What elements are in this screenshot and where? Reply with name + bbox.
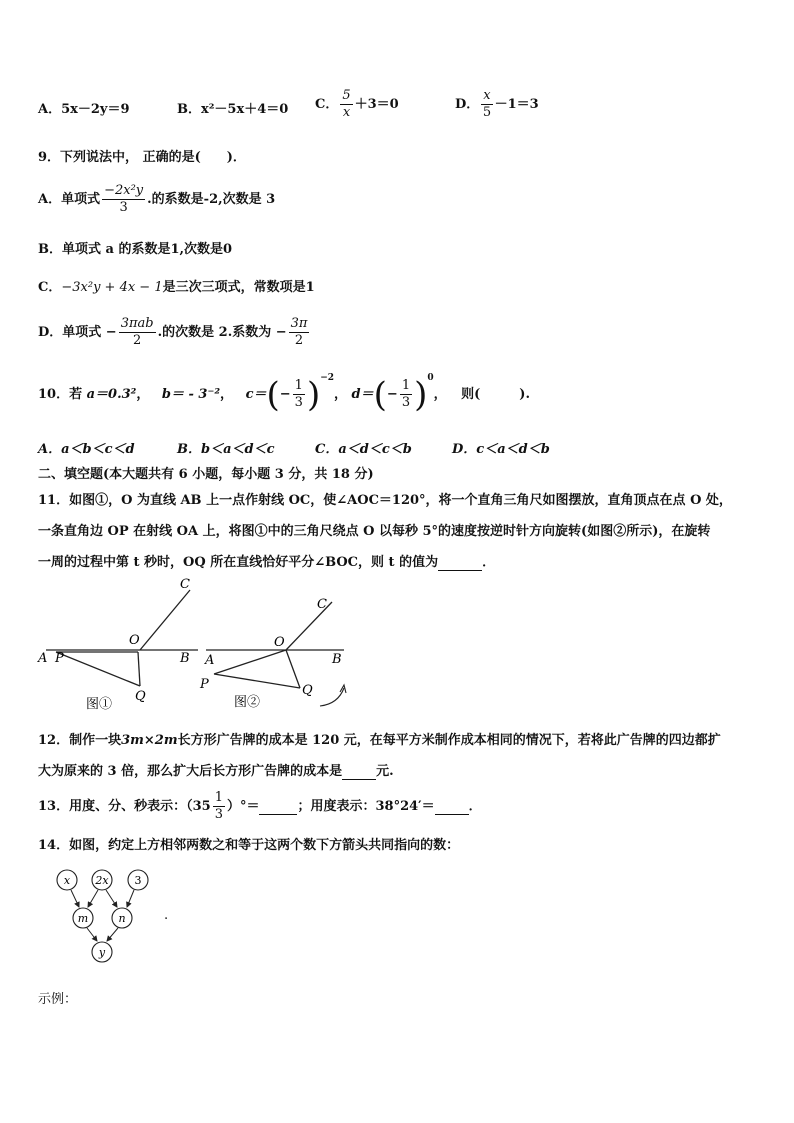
q10-d-exponent: 0 <box>427 373 434 383</box>
fig2-label-q: Q <box>302 683 313 698</box>
q11-line-3-end: ． <box>482 555 496 570</box>
q9-a-label: A．单项式 <box>38 192 101 207</box>
arrow-2x-m <box>88 890 98 907</box>
q10-c-paren-open: ( <box>266 374 280 415</box>
q13-answer-blank-1 <box>259 799 297 815</box>
q10-a: a＝0.3² <box>86 387 137 402</box>
q11-answer-blank <box>438 555 482 571</box>
q14-stem: 14．如图，约定上方相邻两数之和等于这两个数下方箭头共同指向的数： <box>38 838 460 853</box>
q8-d-tail: －1＝3 <box>494 97 539 112</box>
fig1-caption: 图① <box>86 697 113 712</box>
q10-c-fraction <box>293 378 305 411</box>
q9-c-label: C． <box>38 280 62 295</box>
q11-line-3-text: 一周的过程中第 t 秒时，OQ 所在直线恰好平分∠BOC，则 t 的值为 <box>38 555 439 570</box>
fig1-label-p: P <box>55 651 64 666</box>
q12-answer-blank <box>342 764 376 780</box>
q10-d-fraction <box>400 378 412 411</box>
q9-d-num: 3πab <box>120 316 154 331</box>
q9-a-fraction <box>102 183 145 216</box>
node-3-label: 3 <box>134 874 142 887</box>
fig1-label-q: Q <box>135 689 146 704</box>
q13-fraction <box>213 790 225 823</box>
q13-line <box>38 790 482 823</box>
q8-option-d <box>455 88 539 121</box>
fig2-label-c: C <box>317 597 327 612</box>
q9-option-b: B．单项式 a 的系数是1,次数是0 <box>38 242 233 257</box>
q12-line-2-text: 大为原来的 3 倍，那么扩大后长方形广告牌的成本是 <box>38 764 343 779</box>
arrow-m-y <box>87 928 97 941</box>
fig2-label-p: P <box>200 677 209 692</box>
fig2-edge-pq <box>214 674 300 688</box>
arrow-2x-n <box>106 890 117 907</box>
q10-c-den: 3 <box>294 395 303 410</box>
arrow-3-n <box>127 890 134 907</box>
q10-d-paren-close: ) <box>414 374 428 415</box>
q8-c-label: C． <box>315 97 339 112</box>
q9-c-expression: −3x²y + 4x − 1 <box>61 280 163 295</box>
fig1-label-o: O <box>129 633 140 648</box>
q9-d-mid: .的次数是 2.系数为 − <box>157 325 287 340</box>
q9-a-num: −2x²y <box>104 183 144 198</box>
q10-option-c: C．a＜d＜c＜b <box>315 442 412 457</box>
q9-d-den: 2 <box>133 333 142 348</box>
q8-c-tail: ＋3＝0 <box>354 97 399 112</box>
q13-den: 3 <box>214 807 223 822</box>
fig2-edge-oq <box>286 650 300 688</box>
figure-2 <box>199 597 346 710</box>
q8-c-num: 5 <box>342 88 351 103</box>
q12-line-2-end: 元. <box>376 764 394 779</box>
fig2-label-a: A <box>205 653 215 668</box>
q10-d: d＝ <box>351 387 374 402</box>
q10-d-num: 1 <box>401 378 411 393</box>
q9-option-d <box>38 316 311 349</box>
fig2-arrowhead <box>340 685 346 693</box>
q10-tail: 则( ). <box>461 387 530 402</box>
q11-figures <box>30 572 360 720</box>
q9-d-num2: 3π <box>290 316 308 331</box>
q12-dims: 3m×2m <box>121 733 178 748</box>
q10-option-a: A．a＜b＜c＜d <box>38 442 135 457</box>
q10-d-minus: − <box>386 387 398 402</box>
node-x-label: x <box>63 874 71 887</box>
section-2-heading: 二、填空题(本大题共有 6 小题，每小题 3 分，共 18 分) <box>38 467 374 482</box>
q8-option-a: A．5x－2y＝9 <box>38 102 130 117</box>
q8-d-label: D． <box>455 97 480 112</box>
q8-d-den: 5 <box>482 105 492 120</box>
fig1-label-c: C <box>180 577 190 592</box>
q9-d-fraction-2 <box>289 316 310 349</box>
q8-c-fraction <box>340 88 352 121</box>
q8-d-fraction <box>481 88 492 121</box>
q10-c: c＝ <box>245 387 267 402</box>
q9-a-den: 3 <box>119 200 128 215</box>
q12-line-1 <box>38 729 721 748</box>
q10-d-den: 3 <box>401 395 411 410</box>
q13-answer-blank-2 <box>435 799 469 815</box>
q10-prefix: 10．若 <box>38 387 83 402</box>
q9-stem: 9．下列说法中， 正确的是( )． <box>38 150 246 165</box>
q9-option-c <box>38 276 315 295</box>
fig2-caption: 图② <box>234 695 261 710</box>
q9-a-tail: .的系数是-2,次数是 3 <box>147 192 276 207</box>
q11-line-3 <box>38 551 495 571</box>
q10-c-exponent: −2 <box>320 373 335 383</box>
q9-d-label: D．单项式 − <box>38 325 117 340</box>
node-n-label: n <box>118 912 126 925</box>
arrow-n-y <box>107 928 118 941</box>
q12-line-1-post: 长方形广告牌的成本是 120 元，在每平方米制作成本相同的情况下，若将此广告牌的四边都扩 <box>177 733 721 748</box>
q14-trailing-dot: . <box>164 908 169 923</box>
q8-option-c <box>315 88 399 121</box>
q10-c-minus: − <box>279 387 291 402</box>
q12-line-2 <box>38 760 394 780</box>
q10-b: b＝ - 3⁻² <box>161 387 221 402</box>
figure-1 <box>37 577 198 712</box>
node-2x-label: 2x <box>95 874 109 887</box>
q11-line-1: 11．如图①，O 为直线 AB 上一点作射线 OC，使∠AOC＝120°，将一个直角三角尺如图摆放，直角顶点在点 O 处， <box>38 493 732 508</box>
fig2-edge-op <box>214 650 286 674</box>
fig1-edge-oq <box>138 652 140 686</box>
q12-line-1-pre: 12．制作一块 <box>38 733 122 748</box>
q8-d-num: x <box>483 88 491 103</box>
fig1-edge-pq <box>56 652 140 686</box>
q10-c-num: 1 <box>294 378 303 393</box>
fig2-label-o: O <box>274 635 285 650</box>
fig1-label-b: B <box>180 651 190 666</box>
q13-end: ． <box>468 799 482 814</box>
q9-d-den2: 2 <box>294 333 304 348</box>
q13-mid2: ；用度表示：38°24′＝ <box>297 799 435 814</box>
arrow-x-m <box>71 890 79 907</box>
q9-c-tail: 是三次三项式，常数项是1 <box>162 280 315 295</box>
q10-option-d: D．c＜a＜d＜b <box>452 442 550 457</box>
q14-diagram <box>50 864 180 964</box>
q9-d-fraction <box>119 316 156 349</box>
fig1-ray-oc <box>140 590 190 650</box>
q8-option-b: B．x²－5x＋4＝0 <box>177 102 289 117</box>
fig1-label-a: A <box>38 651 48 666</box>
q10-stem: 10．若 a＝0.3²， b＝ - 3⁻²， c＝(− $\frac{1}{3}$ )$^{-2}$， d＝(− $\frac{1}{3}$ )$^0$， 则( ). <box>38 373 530 415</box>
node-m-label: m <box>77 912 89 925</box>
q13-mid: ）°＝ <box>226 799 260 814</box>
fig2-label-b: B <box>332 652 342 667</box>
q10-c-paren-close: ) <box>306 374 321 415</box>
q8-c-den: x <box>342 105 351 120</box>
q13-num: 1 <box>214 790 223 805</box>
q9-option-a <box>38 183 275 216</box>
q10-option-b: B．b＜a＜d＜c <box>177 442 275 457</box>
q10-d-paren-open: ( <box>373 374 387 415</box>
q13-pre: 13．用度、分、秒表示：（35 <box>38 799 211 814</box>
q14-example-label: 示例： <box>38 992 78 1007</box>
node-y-label: y <box>98 946 106 959</box>
q11-line-2: 一条直角边 OP 在射线 OA 上，将图①中的三角尺绕点 O 以每秒 5°的速度按逆时针方向旋转(如图②所示)，在旋转 <box>38 524 711 539</box>
